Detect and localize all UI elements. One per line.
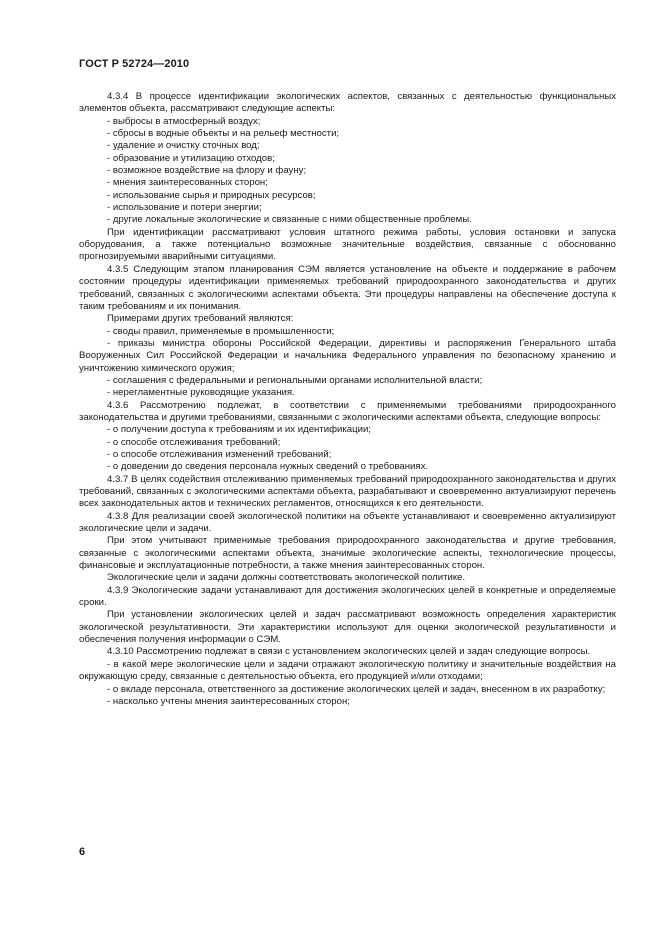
paragraph-4-3-6: 4.3.6 Рассмотрению подлежат, в соответствии с применяемыми требованиями природоохранного законодательства и другими требованиями, связанными с экологическими аспектами объекта, следующие вопросы:: [79, 399, 616, 423]
list-item: - образование и утилизацию отходов;: [107, 152, 275, 164]
list-item: - насколько учтены мнения заинтересованных сторон;: [107, 695, 350, 707]
paragraph: При установлении экологических целей и задач рассматривают возможность определения характеристик экологической результативности. Эти характеристики используют для оценки экологической результативности и обеспечения получения информации о СЭМ.: [79, 609, 616, 646]
list-item: - о получении доступа к требованиям и их идентификации;: [107, 424, 371, 436]
list-item: - выбросы в атмосферный воздух;: [107, 115, 261, 127]
list-item: - соглашения с федеральными и региональными органами исполнительной власти;: [107, 374, 483, 386]
list-item: - о способе отслеживания изменений требований;: [107, 448, 332, 460]
paragraph-4-3-9: 4.3.9 Экологические задачи устанавливают для достижения экологических целей в конкретные и определяемые сроки.: [79, 584, 616, 609]
paragraph: Экологические цели и задачи должны соответствовать экологической политике.: [107, 572, 466, 584]
list-item: - удаление и очистку сточных вод;: [107, 140, 260, 152]
page-number: 6: [79, 846, 86, 858]
paragraph-4-3-10: 4.3.10 Рассмотрению подлежат в связи с установлением экологических целей и задач следующие вопросы.: [107, 646, 591, 658]
list-item: - своды правил, применяемые в промышленности;: [107, 325, 335, 337]
paragraph: При этом учитывают применимые требования природоохранного законодательства и другие требования, связанные с экологическими аспектами объекта, значимые экологические аспекты, технологические процессы, финансовые и эксплуатационные потребности, а также мнения заинтересованных сторон.: [79, 535, 616, 572]
paragraph-4-3-4: 4.3.4 В процессе идентификации экологических аспектов, связанных с деятельностью функциональных элементов объекта, рассматривают следующие аспекты:: [79, 91, 616, 115]
list-item: - в какой мере экологические цели и задачи отражают экологическую политику и значительные воздействия на окружающую среду, связанные с деятельностью объекта, его продукцией и/или отходами;: [79, 658, 616, 683]
list-item: - возможное воздействие на флору и фауну;: [107, 165, 307, 177]
paragraph: При идентификации рассматривают условия штатного режима работы, условия остановки и запуска оборудования, а также потенциально возможные значительные воздействия, связанные с обоснованно прогнозируемыми аварийными ситуациями.: [79, 226, 616, 263]
list-item: - другие локальные экологические и связанные с ними общественные проблемы.: [107, 214, 472, 226]
list-item: - использование сырья и природных ресурсов;: [107, 189, 316, 201]
list-item: - использование и потери энергии;: [107, 202, 262, 214]
list-item: - нерегламентные руководящие указания.: [107, 387, 295, 399]
list-item: - приказы министра обороны Российской Федерации, директивы и распоряжения Генерального штаба Вооруженных Сил Российской Федерации и начальника Федерального управления по безопасному хранению и уничтожению химического оружия;: [79, 337, 616, 374]
list-item: - сбросы в водные объекты и на рельеф местности;: [107, 128, 340, 140]
list-item: - мнения заинтересованных сторон;: [107, 177, 268, 189]
list-item: - о вкладе персонала, ответственного за достижение экологических целей и задач, внесенном в их разработку;: [107, 683, 606, 695]
paragraph-4-3-5: 4.3.5 Следующим этапом планирования СЭМ является установление на объекте и поддержание в рабочем состоянии процедуры идентификации применяемых требований природоохранного законодательства и других требований, связанных с экологическими аспектами объекта. Эти процедуры направлены на обеспечение доступа к таким требованиям и их понимания.: [79, 263, 616, 312]
paragraph-4-3-7: 4.3.7 В целях содействия отслеживанию применяемых требований природоохранного законодательства и других требований, связанных с экологическими аспектами объекта, разрабатывают и своевременно актуализируют перечень всех законодательных актов и технических регламентов, относящихся к его деятельности.: [79, 473, 616, 510]
paragraph: Примерами других требований являются:: [107, 313, 294, 325]
document-body: [79, 91, 616, 708]
list-item: - о способе отслеживания требований;: [107, 436, 281, 448]
list-item: - о доведении до сведения персонала нужных сведений о требованиях.: [107, 461, 429, 473]
document-header: ГОСТ Р 52724—2010: [79, 58, 190, 70]
paragraph-4-3-8: 4.3.8 Для реализации своей экологической политики на объекте устанавливают и своевременно актуализируют экологические цели и задачи.: [79, 510, 616, 535]
